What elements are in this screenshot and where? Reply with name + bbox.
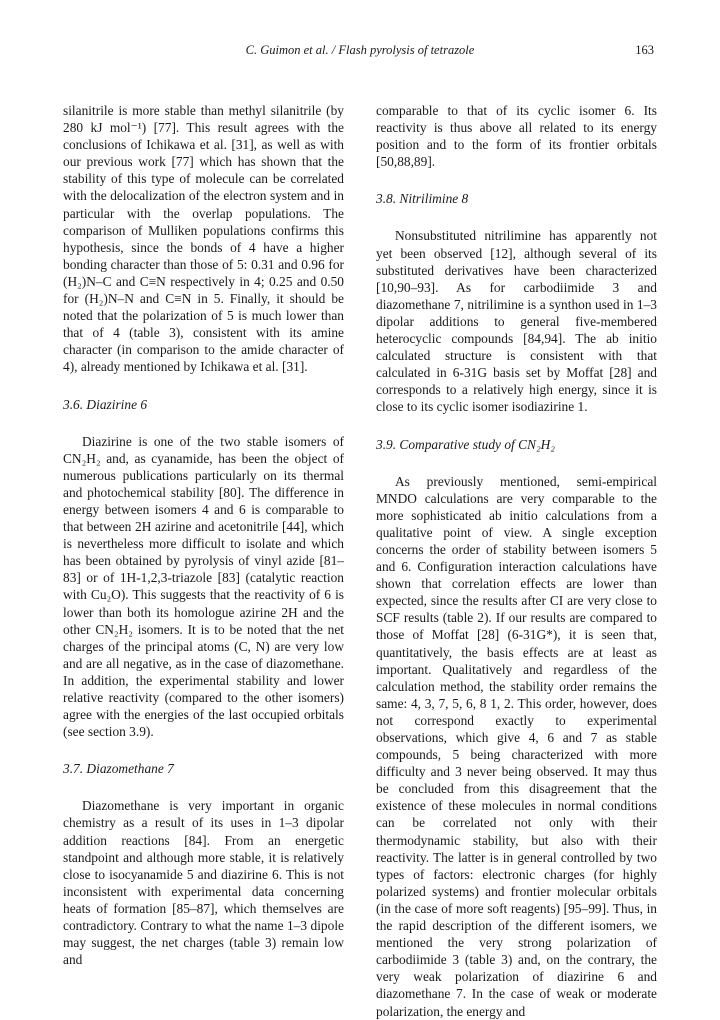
continued-paragraph: silanitrile is more stable than methyl silanitrile (by 280 kJ mol⁻¹) [77]. This result agrees with the conclusions of Ichikawa et al. [31], as well as with our previous work [77] which has shown that the stability of this type of molecule can be correlated with the delocalization of the electron system and in particular with the overlap populations. The comparison of Mulliken populations confirms this hypothesis, since the bonds of 4 have a higher bonding character than those of 5: 0.31 and 0.96 for (H₂)N–C and C≡N respectively in 4; 0.25 and 0.50 for (H₂)N–N and C≡N in 5. Finally, it should be noted that the polarization of 5 is much lower than that of 4 (table 3), consistent with its amine character (in comparison to the amide character of 4), already mentioned by Ichikawa et al. [31]. — [63, 103, 344, 375]
section-3-7-paragraph: Diazomethane is very important in organic chemistry as a result of its uses in 1–3 dipolar addition reactions [84]. From an energetic standpoint and although more stable, it is relatively close to isocyanamide 5 and diazirine 6. This is not inconsistent with experimental data concerning heats of formation [85–87], which themselves are contradictory. Contrary to what the name 1–3 dipole may suggest, the net charges (table 3) remain low and — [63, 798, 344, 968]
section-3-6-paragraph: Diazirine is one of the two stable isomers of CN₂H₂ and, as cyanamide, has been the object of numerous publications particularly on its thermal and photochemical stability [80]. The difference in energy between isomers 4 and 6 is comparable to that between 2H azirine and acetonitrile [44], which is nevertheless more difficult to isolate and which has been obtained by pyrolysis of vinyl azide [81–83] or of 1H-1,2,3-triazole [83] (catalytic reaction with Cu₂O). This suggests that the reactivity of 6 is lower than both its homologue azirine 2H and the other CN₂H₂ isomers. It is to be noted that the net charges of the principal atoms (C, N) are very low and are all negative, as in the case of diazomethane. In addition, the experimental stability and lower relative reactivity (compared to the other isomers) agree with the energies of the last occupied orbitals (see section 3.9). — [63, 433, 344, 740]
section-3-8-paragraph: Nonsubstituted nitrilimine has apparently not yet been observed [12], although several of its substituted derivatives have been characterized [10,90–93]. As for carbodiimide 3 and diazomethane 7, nitrilimine is a synthon used in 1–3 dipolar additions to general five-membered heterocyclic compounds [84,94]. The ab initio calculated structure is consistent with that calculated in 6-31G basis set by Moffat [28] and corresponds to a relatively high energy, since it is close to its cyclic isomer isodiazirine 1. — [376, 228, 657, 415]
running-header — [0, 43, 720, 61]
section-heading-3-8: 3.8. Nitrilimine 8 — [376, 191, 469, 207]
running-title: C. Guimon et al. / Flash pyrolysis of tetrazole — [245, 43, 475, 57]
page-number: 163 — [635, 43, 654, 57]
left-column — [63, 102, 344, 968]
section-heading-3-9: 3.9. Comparative study of CN₂H₂ — [376, 436, 555, 452]
section-heading-3-6: 3.6. Diazirine 6 — [63, 396, 148, 412]
right-column — [376, 102, 657, 1020]
section-3-9-paragraph: As previously mentioned, semi-empirical MNDO calculations are very comparable to the more sophisticated ab initio calculations from a qualitative point of view. A single exception concerns the order of stability between isomers 5 and 6. Configuration interaction calculations have shown that correlation effects are lower than expected, since the results after CI are very close to SCF results (table 2). If our results are compared to those of Moffat [28] (6-31G*), it is seen that, quantitatively, the basis effects are at least as important. Qualitatively and regardless of the calculation method, the stability order remains the same: 4, 3, 7, 5, 6, 8 1, 2. This order, however, does not correspond exactly to experimental observations, which give 4, 6 and 7 as stable compounds, 5 being characterized with more difficulty and 3 never being observed. It may thus be concluded from this disagreement that the existence of these molecules in normal conditions can be correlated not only with their thermodynamic stability, but also with their reactivity. The latter is in general controlled by two types of factors: electronic charges (for highly polarized systems) and frontier molecular orbitals (in the case of more soft reagents) [95–99]. Thus, in the rapid description of the different isomers, we mentioned the very strong polarization of carbodiimide 3 (table 3) and, on the contrary, the very weak polarization of diazirine 6 and diazomethane 7. In the case of weak or moderate polarization, the energy and — [376, 473, 657, 1019]
section-heading-3-7: 3.7. Diazomethane 7 — [63, 761, 174, 777]
continued-paragraph-right: comparable to that of its cyclic isomer 6. Its reactivity is thus above all related to its energy position and to the form of its frontier orbitals [50,88,89]. — [376, 103, 657, 170]
